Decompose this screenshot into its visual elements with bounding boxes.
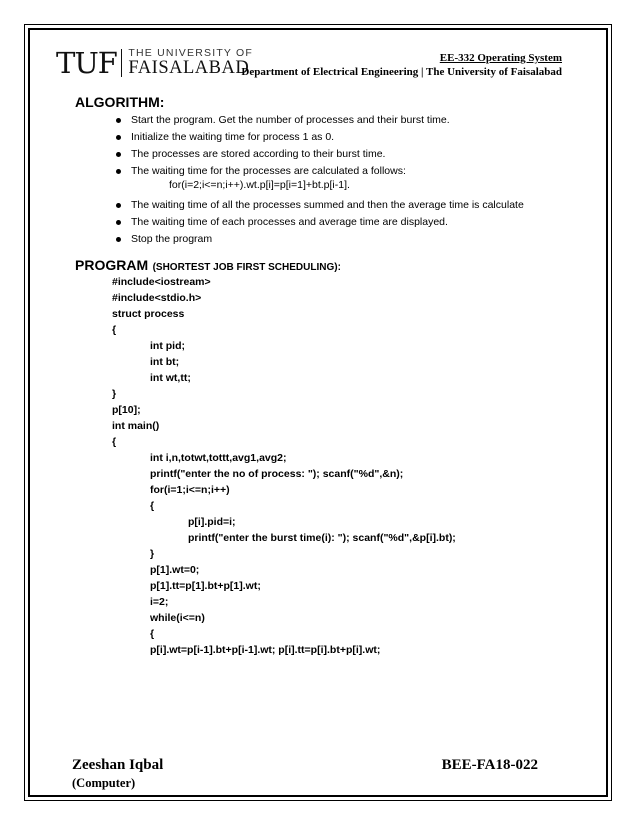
step-text: Stop the program [131, 233, 213, 245]
code-line: int pid; [150, 340, 185, 352]
code-line: int bt; [150, 356, 180, 368]
code-line: { [150, 628, 155, 640]
code-line: #include<stdio.h> [112, 292, 202, 304]
registration-number: BEE-FA18-022 [441, 757, 538, 773]
author-name: Zeeshan Iqbal [72, 757, 164, 773]
code-line: } [150, 548, 155, 560]
program-subtitle: (SHORTEST JOB FIRST SCHEDULING): [152, 262, 341, 273]
code-line: p[1].wt=0; [150, 564, 200, 576]
code-line: p[10]; [112, 404, 141, 416]
algorithm-formula: for(i=2;i<=n;i++).wt.p[i]=p[i=1]+bt.p[i-1]. [169, 179, 350, 191]
step-text: The waiting time for the processes are calculated a follows: [131, 165, 406, 177]
code-line: struct process [112, 308, 185, 320]
step-text: Initialize the waiting time for process 1 as 0. [131, 131, 335, 143]
logo-bottom-text: FAISALABAD [128, 58, 250, 78]
code-line: printf("enter the no of process: "); scanf("%d",&n); [150, 468, 404, 480]
code-line: printf("enter the burst time(i): "); scanf("%d",&p[i].bt); [188, 532, 456, 544]
logo-mark: TUF [56, 46, 117, 80]
code-line: while(i<=n) [150, 612, 205, 624]
author-department: (Computer) [72, 776, 136, 790]
code-line: { [150, 500, 155, 512]
code-line: { [112, 436, 117, 448]
logo-top-text: THE UNIVERSITY OF [128, 47, 254, 59]
code-line: int wt,tt; [150, 372, 191, 384]
step-text: The waiting time of all the processes summed and then the average time is calculate [131, 199, 524, 211]
code-line: int main() [112, 420, 160, 432]
code-line: p[i].pid=i; [188, 516, 236, 528]
code-line: p[i].wt=p[i-1].bt+p[i-1].wt; p[i].tt=p[i].bt+p[i].wt; [150, 644, 381, 656]
code-line: { [112, 324, 117, 336]
code-line: for(i=1;i<=n;i++) [150, 484, 230, 496]
course-title: EE-332 Operating System [439, 52, 562, 64]
code-line: int i,n,totwt,tottt,avg1,avg2; [150, 452, 287, 464]
step-text: The waiting time of each processes and average time are displayed. [131, 216, 448, 228]
algorithm-heading: ALGORITHM: [75, 94, 165, 110]
code-line: #include<iostream> [112, 276, 211, 288]
department-line: Department of Electrical Engineering | The University of Faisalabad [241, 66, 562, 78]
step-text: Start the program. Get the number of processes and their burst time. [131, 114, 450, 126]
program-title: PROGRAM [75, 257, 149, 273]
code-line: p[1].tt=p[1].bt+p[1].wt; [150, 580, 261, 592]
code-line: } [112, 388, 117, 400]
code-line: i=2; [150, 596, 169, 608]
step-text: The processes are stored according to their burst time. [131, 148, 386, 160]
